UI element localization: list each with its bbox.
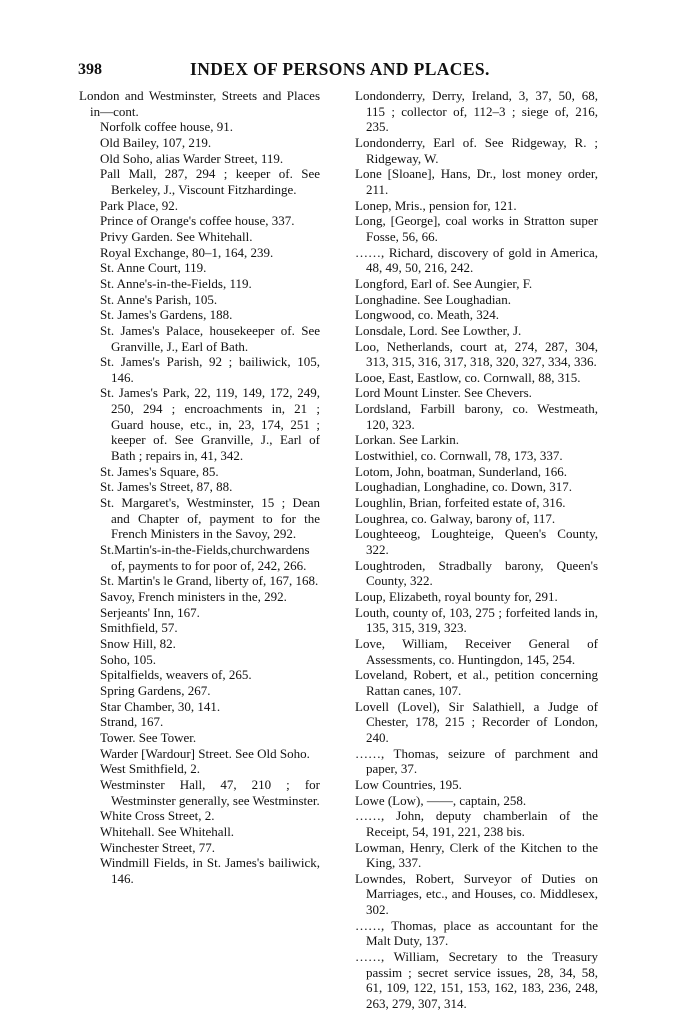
index-subentry: St.Martin's-in-the-Fields,churchwardens of, payments to for poor of, 242, 266.: [100, 542, 310, 573]
running-title: INDEX OF PERSONS AND PLACES.: [190, 59, 490, 79]
index-subentry: St. James's Park, 22, 119, 149, 172, 249, 250, 294 ; encroachments in, 21 ; Guard house, etc., in, 23, 174, 251 ; keeper of. See Granville, J., Earl of Bath ; repairs in, 41, 342.: [100, 385, 320, 464]
index-entry: Lotom, John, boatman, Sunderland, 166.: [355, 463, 567, 479]
index-subentry: St. James's Street, 87, 88.: [100, 479, 233, 495]
index-subentry: Park Place, 92.: [100, 197, 178, 213]
index-subentry: Windmill Fields, in St. James's bailiwick, 146.: [100, 855, 320, 886]
index-subentry: Soho, 105.: [100, 651, 156, 667]
index-entry: ……, Thomas, place as accountant for the Malt Duty, 137.: [355, 917, 598, 949]
index-subentry: Old Soho, alias Warder Street, 119.: [100, 150, 284, 166]
index-subentry: Norfolk coffee house, 91.: [100, 119, 233, 135]
index-subentry: Winchester Street, 77.: [100, 839, 215, 855]
index-entry: Loo, Netherlands, court at, 274, 287, 304, 313, 315, 316, 317, 318, 320, 327, 334, 336.: [355, 338, 598, 370]
index-entry: Lonsdale, Lord. See Lowther, J.: [355, 322, 522, 338]
index-subentry: Tower. See Tower.: [100, 729, 197, 745]
index-column-left: [79, 88, 320, 886]
index-entry: Loughlin, Brian, forfeited estate of, 316.: [355, 495, 566, 511]
index-entry: Lone [Sloane], Hans, Dr., lost money order, 211.: [355, 166, 598, 197]
index-subentry: Smithfield, 57.: [100, 620, 178, 636]
index-column-right: [355, 88, 598, 1012]
index-subentry: Star Chamber, 30, 141.: [100, 698, 221, 714]
index-entry: Looe, East, Eastlow, co. Cornwall, 88, 315.: [355, 369, 581, 385]
index-entry: Loughteeog, Loughteige, Queen's County, 322.: [355, 526, 598, 558]
index-subentry: Prince of Orange's coffee house, 337.: [100, 213, 295, 229]
index-entry: Lorkan. See Larkin.: [355, 432, 459, 448]
index-subentry: St. Margaret's, Westminster, 15 ; Dean and Chapter of, payment to for the French Ministers in the Savoy, 292.: [100, 495, 320, 542]
index-subentry: St. James's Square, 85.: [100, 463, 219, 479]
index-entry: Loup, Elizabeth, royal bounty for, 291.: [355, 589, 558, 604]
index-subentry: Whitehall. See Whitehall.: [100, 823, 235, 839]
index-entry: Londonderry, Earl of. See Ridgeway, R. ; Ridgeway, W.: [355, 134, 598, 166]
index-subentry: Spitalfields, weavers of, 265.: [100, 667, 252, 683]
index-subentry: White Cross Street, 2.: [100, 808, 215, 824]
index-subentry: St. James's Palace, housekeeper of. See Granville, J., Earl of Bath.: [100, 322, 320, 354]
index-subentry: Savoy, French ministers in the, 292.: [100, 589, 287, 604]
index-subentry: St. James's Parish, 92 ; bailiwick, 105, 146.: [100, 354, 320, 385]
index-entry: Loughadian, Longhadine, co. Down, 317.: [355, 479, 572, 495]
index-entry: ……, Richard, discovery of gold in America, 48, 49, 50, 216, 242.: [355, 244, 598, 276]
index-entry: Longwood, co. Meath, 324.: [355, 307, 500, 323]
index-entry: Long, [George], coal works in Stratton super Fosse, 56, 66.: [355, 213, 598, 244]
index-entry: Longford, Earl of. See Aungier, F.: [355, 275, 533, 291]
index-entry: ……, William, Secretary to the Treasury passim ; secret service issues, 28, 34, 58, 61, 109, 122, 151, 153, 162, 183, 236, 248, 263, 279, 307, 314.: [355, 949, 598, 1012]
index-entry: Love, William, Receiver General of Assessments, co. Huntingdon, 145, 254.: [355, 635, 598, 667]
index-entry: Low Countries, 195.: [355, 776, 462, 792]
index-entry: Louth, county of, 103, 275 ; forfeited lands in, 135, 315, 319, 323.: [355, 604, 598, 636]
index-entry: Lowman, Henry, Clerk of the Kitchen to the King, 337.: [355, 839, 598, 871]
index-subentry: Serjeants' Inn, 167.: [100, 604, 200, 620]
index-entry: Lord Mount Linster. See Chevers.: [355, 385, 532, 401]
index-entry: Lowndes, Robert, Surveyor of Duties on Marriages, etc., and Houses, co. Middlesex, 302.: [355, 870, 598, 918]
index-subentry: Old Bailey, 107, 219.: [100, 134, 212, 150]
index-subentry: St. Anne's-in-the-Fields, 119.: [100, 275, 252, 291]
index-subentry: St. Martin's le Grand, liberty of, 167, 168.: [100, 573, 319, 589]
index-entry: Longhadine. See Loughadian.: [355, 291, 511, 307]
index-entry: Lordsland, Farbill barony, co. Westmeath, 120, 323.: [355, 401, 598, 432]
index-entry: ……, Thomas, seizure of parchment and paper, 37.: [355, 745, 598, 777]
index-subentry: St. James's Gardens, 188.: [100, 307, 233, 323]
index-entry: Lowe (Low), ——, captain, 258.: [355, 792, 527, 808]
index-entry: ……, John, deputy chamberlain of the Receipt, 54, 191, 221, 238 bis.: [355, 808, 598, 839]
index-subentry: St. Anne's Parish, 105.: [100, 291, 218, 307]
index-entry: Loughtroden, Stradbally barony, Queen's County, 322.: [355, 557, 598, 589]
page-number: 398: [78, 61, 102, 78]
index-entry: Lostwithiel, co. Cornwall, 78, 173, 337.: [355, 448, 563, 464]
index-subentry: Pall Mall, 287, 294 ; keeper of. See Berkeley, J., Viscount Fitzhardinge.: [100, 166, 320, 197]
index-subentry: Warder [Wardour] Street. See Old Soho.: [100, 745, 310, 761]
index-subentry: West Smithfield, 2.: [100, 761, 201, 777]
index-subentry: Royal Exchange, 80–1, 164, 239.: [100, 244, 274, 260]
index-subentry: Privy Garden. See Whitehall.: [100, 228, 253, 244]
index-entry: Lonep, Mris., pension for, 121.: [355, 197, 517, 213]
index-subentry: St. Anne Court, 119.: [100, 260, 207, 276]
index-subentry: Spring Gardens, 267.: [100, 682, 211, 698]
index-entry: Loughrea, co. Galway, barony of, 117.: [355, 510, 556, 526]
index-subentry: Snow Hill, 82.: [100, 635, 176, 651]
index-entry: Loveland, Robert, et al., petition concerning Rattan canes, 107.: [355, 667, 598, 698]
index-entry: London and Westminster, Streets and Places in—cont.: [79, 88, 320, 119]
index-entry: Londonderry, Derry, Ireland, 3, 37, 50, 68, 115 ; collector of, 112–3 ; siege of, 216, 235.: [355, 88, 598, 135]
index-subentry: Westminster Hall, 47, 210 ; for Westminster generally, see Westminster.: [100, 776, 320, 808]
index-subentry: Strand, 167.: [100, 714, 164, 730]
index-entry: Lovell (Lovel), Sir Salathiell, a Judge of Chester, 178, 215 ; Recorder of London, 240.: [355, 698, 598, 745]
